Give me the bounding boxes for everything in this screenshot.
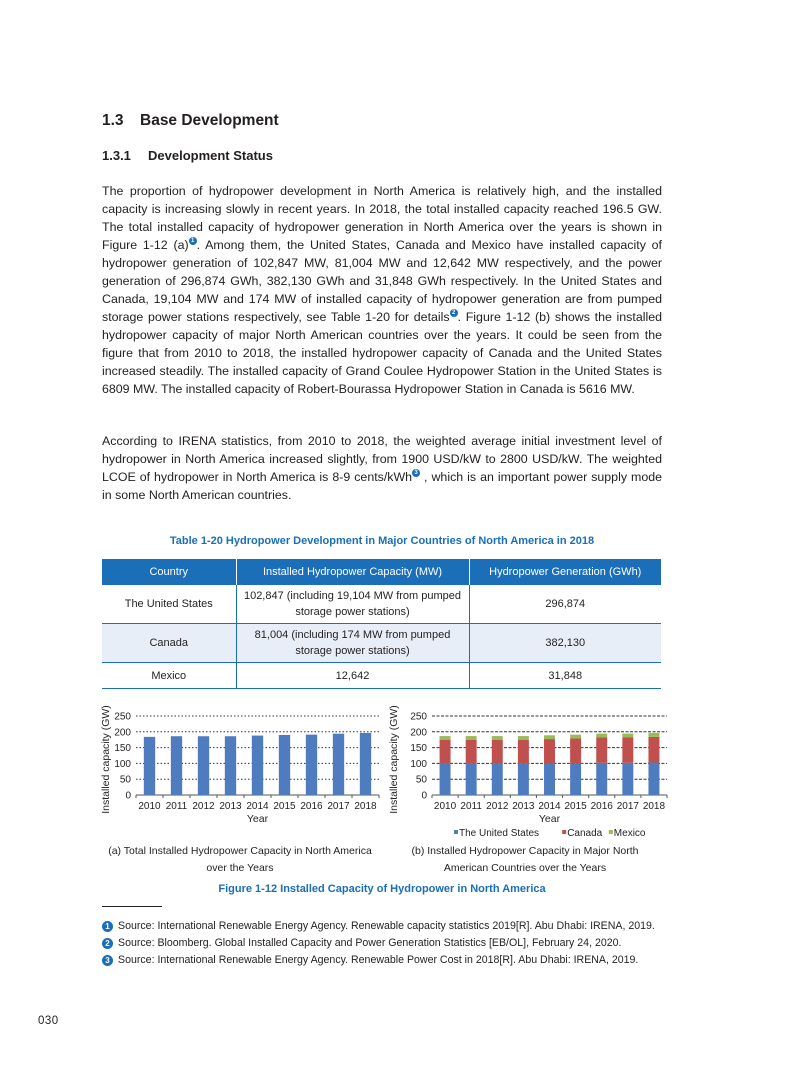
footnote-3 — [102, 952, 662, 969]
bar-segment — [622, 763, 633, 795]
bar-segment — [622, 734, 633, 738]
section-number: 1.3 — [102, 112, 124, 129]
x-tick-label: 2014 — [246, 801, 269, 812]
bar-segment — [440, 740, 451, 764]
bar-segment — [596, 734, 607, 738]
footnote-marker-icon: 1 — [102, 921, 113, 932]
x-tick-label: 2010 — [433, 801, 457, 812]
y-tick-label: 150 — [114, 743, 131, 755]
x-tick-label: 2013 — [219, 801, 242, 812]
footnote-text: Source: International Renewable Energy Agency. Renewable Power Cost in 2018[R]. Abu Dhabi: IRENA, 2019. — [118, 954, 639, 966]
y-tick-label: 200 — [410, 727, 427, 739]
x-tick-label: 2012 — [192, 801, 215, 812]
bar-segment — [596, 763, 607, 795]
bar-segment — [648, 763, 659, 795]
cell-capacity: 12,642 — [236, 663, 469, 689]
x-tick-label: 2015 — [564, 801, 587, 812]
bar-segment — [596, 737, 607, 762]
bar-segment — [518, 740, 529, 764]
x-tick-label: 2018 — [354, 801, 377, 812]
text: . Among them, the United States, Canada and Mexico have installed capacity of hydropower generation of 102,847 MW, 81,004 MW and 12,642 MW respectively, and the power generation of 296,874 GWh, 382,130 GWh and 31,848 GWh respectively. In the United States and Canada, 19,104 MW and 174 MW of installed capacity of hydropower generation are from pumped storage power stations respectively, see Table 1-20 for details — [102, 238, 662, 324]
subsection-heading — [102, 148, 273, 163]
footnote-marker-icon: 2 — [102, 938, 113, 949]
y-tick-label: 50 — [119, 774, 131, 786]
legend-swatch-icon — [454, 830, 458, 834]
bar — [306, 735, 317, 795]
bar-segment — [570, 763, 581, 795]
table-header-row — [102, 559, 661, 585]
bar-segment — [648, 737, 659, 763]
bar-segment — [544, 739, 555, 763]
x-tick-label: 2011 — [165, 801, 188, 812]
text: According to IRENA statistics, from 2010 to 2018, the weighted average initial investment level of hydropower in North America increased slightly, from 1900 USD/kW to 2800 USD/kW. The weighted LCOE of hydropower in North America is 8-9 cents/kWh — [102, 434, 662, 484]
bar-segment — [570, 735, 581, 739]
bar-segment — [492, 736, 503, 740]
bar — [198, 736, 209, 795]
y-tick-label: 100 — [410, 758, 427, 770]
footnote-1 — [102, 918, 662, 935]
y-tick-label: 100 — [114, 758, 131, 770]
cell-capacity: 81,004 (including 174 MW from pumped storage power stations) — [236, 624, 469, 663]
text: . Figure 1-12 (b) shows the installed hydropower capacity of major North American countries over the years. It could be seen from the figure that from 2010 to 2018, the installed hydropower capacity of Canada and the United States increased steadily. The installed capacity of Grand Coulee Hydropower Station in the United States is 6809 MW. The installed capacity of Robert-Bourassa Hydropower Station in Canada is 5616 MW. — [102, 310, 662, 396]
y-tick-label: 150 — [410, 743, 427, 755]
footnote-divider — [102, 906, 162, 907]
paragraph-irena — [102, 432, 662, 504]
bar-segment — [648, 733, 659, 737]
bar-segment — [570, 738, 581, 763]
x-axis-label: Year — [538, 813, 561, 825]
bar — [144, 737, 155, 795]
x-tick-label: 2016 — [590, 801, 613, 812]
subcaption-line: over the Years — [206, 862, 274, 874]
legend-swatch-icon — [609, 830, 613, 834]
bar-segment — [466, 740, 477, 764]
bar-segment — [440, 764, 451, 795]
bar-segment — [544, 735, 555, 739]
column-header: Hydropower Generation (GWh) — [469, 559, 661, 585]
page-number: 030 — [38, 1015, 59, 1027]
cell-generation: 296,874 — [469, 585, 661, 624]
cell-generation: 382,130 — [469, 624, 661, 663]
x-tick-label: 2017 — [327, 801, 350, 812]
x-tick-label: 2015 — [273, 801, 296, 812]
y-tick-label: 250 — [410, 711, 427, 723]
cell-capacity: 102,847 (including 19,104 MW from pumped storage power stations) — [236, 585, 469, 624]
bar-segment — [492, 740, 503, 764]
bar-segment — [492, 764, 503, 795]
footnote-marker-icon: 3 — [102, 955, 113, 966]
bar — [252, 736, 263, 795]
x-tick-label: 2010 — [138, 801, 161, 812]
x-tick-label: 2014 — [538, 801, 561, 812]
cell-country: Mexico — [102, 663, 236, 689]
bar — [360, 733, 371, 795]
column-header: Country — [102, 559, 236, 585]
legend-label: The United States — [459, 828, 540, 839]
x-tick-label: 2012 — [486, 801, 509, 812]
bar-segment — [518, 736, 529, 740]
footnote-ref-1[interactable]: 1 — [189, 237, 197, 245]
cell-generation: 31,848 — [469, 663, 661, 689]
x-axis-label: Year — [246, 813, 269, 825]
footnote-2 — [102, 935, 662, 952]
bar-segment — [466, 736, 477, 740]
bar — [225, 736, 236, 795]
footnote-ref-3[interactable]: 3 — [412, 469, 420, 477]
y-tick-label: 0 — [125, 790, 131, 802]
subcaption-line: (b) Installed Hydropower Capacity in Major North — [411, 845, 639, 857]
bar-segment — [622, 737, 633, 762]
y-axis-label: Installed capacity (GW) — [388, 705, 400, 814]
figure-caption: Figure 1-12 Installed Capacity of Hydropower in North America — [218, 883, 546, 895]
subcaption-line: American Countries over the Years — [443, 862, 607, 874]
bar — [279, 735, 290, 795]
y-tick-label: 0 — [421, 790, 427, 802]
bar-segment — [440, 736, 451, 740]
table-row — [102, 663, 661, 689]
text: The proportion of hydropower development in North America is relatively high, and the installed capacity is increasing slowly in recent years. In 2018, the total installed capacity reached 196.5 GW. The total installed capacity of hydropower generation in North America over the years is shown in Figure 1-12 (a) — [102, 184, 662, 252]
table-row — [102, 624, 661, 663]
y-axis-label: Installed capacity (GW) — [100, 705, 112, 814]
bar — [333, 734, 344, 795]
bar-segment — [518, 764, 529, 795]
x-tick-label: 2016 — [300, 801, 323, 812]
legend-swatch-icon — [562, 830, 566, 834]
chart-capacity-by-country — [388, 700, 673, 845]
paragraph-development-status — [102, 182, 662, 398]
footnote-text: Source: Bloomberg. Global Installed Capacity and Power Generation Statistics [EB/OL], February 24, 2020. — [118, 937, 622, 949]
legend-label: Canada — [567, 828, 603, 839]
footnote-text: Source: International Renewable Energy Agency. Renewable capacity statistics 2019[R]. Abu Dhabi: IRENA, 2019. — [118, 920, 655, 932]
subcaption-b — [395, 843, 655, 877]
cell-country: The United States — [102, 585, 236, 624]
x-tick-label: 2017 — [616, 801, 639, 812]
table-caption: Table 1-20 Hydropower Development in Major Countries of North America in 2018 — [169, 535, 595, 547]
column-header: Installed Hydropower Capacity (MW) — [236, 559, 469, 585]
legend-label: Mexico — [613, 828, 646, 839]
subsection-title: Development Status — [148, 148, 273, 163]
bar-segment — [544, 763, 555, 795]
text: , which is an important power supply mode in some North American countries. — [102, 470, 662, 502]
hydropower-table — [102, 559, 661, 689]
y-tick-label: 200 — [114, 727, 131, 739]
y-tick-label: 50 — [415, 774, 427, 786]
footnote-ref-2[interactable]: 2 — [450, 309, 458, 317]
subsection-number: 1.3.1 — [102, 148, 131, 163]
chart-total-capacity — [100, 700, 385, 830]
cell-country: Canada — [102, 624, 236, 663]
y-tick-label: 250 — [114, 711, 131, 723]
section-heading — [102, 112, 279, 130]
section-title: Base Development — [140, 112, 279, 129]
x-tick-label: 2011 — [460, 801, 482, 812]
subcaption-a — [100, 843, 380, 877]
bar — [171, 736, 182, 795]
subcaption-line: (a) Total Installed Hydropower Capacity in North America — [108, 845, 372, 857]
bar-segment — [466, 764, 477, 795]
x-tick-label: 2013 — [512, 801, 535, 812]
x-tick-label: 2018 — [642, 801, 666, 812]
table-row — [102, 585, 661, 624]
footnotes — [102, 918, 662, 969]
